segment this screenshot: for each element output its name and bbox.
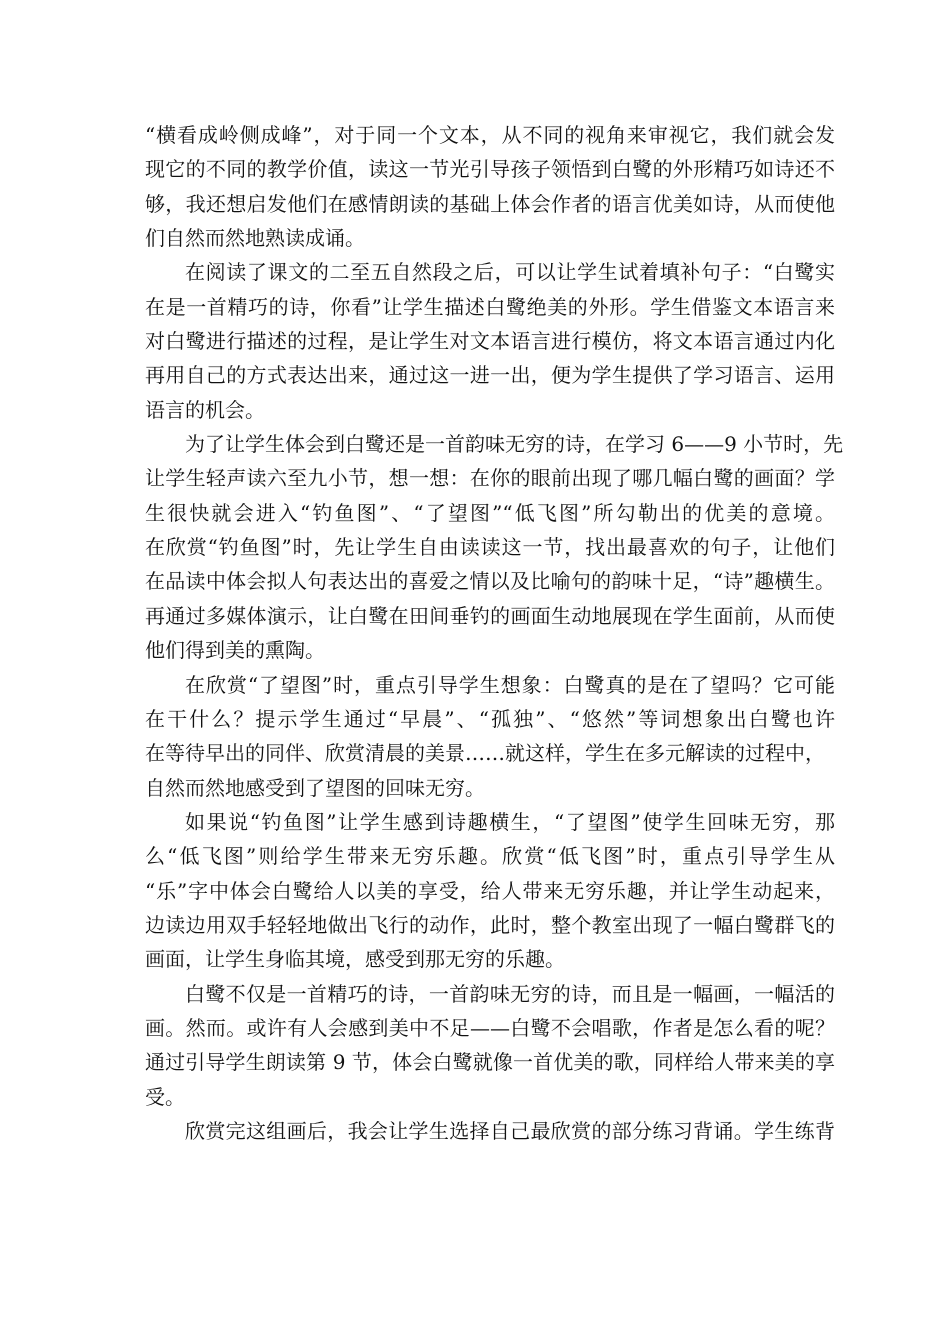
- text-line: “横看成岭侧成峰”，对于同一个文本，从不同的视角来审视它，我们就会发: [145, 123, 835, 147]
- paragraph-start-line: 欣赏完这组画后，我会让学生选择自己最欣赏的部分练习背诵。学生练背: [185, 1118, 835, 1143]
- text-line: 让学生轻声读六至九小节，想一想：在你的眼前出现了哪几幅白鹭的画面？学: [145, 466, 835, 491]
- text-line: 受。: [145, 1084, 185, 1109]
- text-line: 对白鹭进行描述的过程，是让学生对文本语言进行模仿，将文本语言通过内化: [145, 329, 835, 354]
- text-line: “乐”字中体会白鹭给人以美的享受，给人带来无穷乐趣，并让学生动起来，: [145, 878, 835, 903]
- text-line: 生很快就会进入“钓鱼图”、“了望图”“低飞图”所勾勒出的优美的意境。: [145, 500, 835, 525]
- text-line: 再通过多媒体演示，让白鹭在田间垂钓的画面生动地展现在学生面前，从而使: [145, 603, 835, 628]
- paragraph-start-line: 如果说“钓鱼图”让学生感到诗趣横生，“了望图”使学生回味无穷，那: [185, 809, 835, 834]
- text-line: 画。然而。或许有人会感到美中不足——白鹭不会唱歌，作者是怎么看的呢？: [145, 1015, 835, 1040]
- text-line: 再用自己的方式表达出来，通过这一进一出，便为学生提供了学习语言、运用: [145, 363, 835, 388]
- text-line: 画面，让学生身临其境，感受到那无穷的乐趣。: [145, 947, 565, 972]
- text-line: 么“低飞图”则给学生带来无穷乐趣。欣赏“低飞图”时，重点引导学生从: [145, 844, 835, 869]
- text-line: 在干什么？提示学生通过“早晨”、“孤独”、“悠然”等词想象出白鹭也许: [145, 706, 835, 731]
- text-line: 在欣赏“钓鱼图”时，先让学生自由读读这一节，找出最喜欢的句子，让他们: [145, 535, 835, 560]
- text-line: 他们得到美的熏陶。: [145, 638, 325, 663]
- text-line: 现它的不同的教学价值，读这一节光引导孩子领悟到白鹭的外形精巧如诗还不: [145, 157, 835, 182]
- text-line: 自然而然地感受到了望图的回味无穷。: [145, 775, 485, 800]
- text-line: 们自然而然地熟读成诵。: [145, 226, 365, 251]
- text-line: 够，我还想启发他们在感情朗读的基础上体会作者的语言优美如诗，从而使他: [145, 191, 835, 216]
- document-body: [145, 118, 844, 1148]
- text-line: 边读边用双手轻轻地做出飞行的动作，此时，整个教室出现了一幅白鹭群飞的: [145, 912, 835, 937]
- paragraph-start-line: 白鹭不仅是一首精巧的诗，一首韵味无穷的诗，而且是一幅画，一幅活的: [185, 981, 835, 1006]
- text-line: 在品读中体会拟人句表达出的喜爱之情以及比喻句的韵味十足，“诗”趣横生。: [145, 569, 835, 594]
- paragraph-start-line: 在欣赏“了望图”时，重点引导学生想象：白鹭真的是在了望吗？它可能: [185, 672, 835, 697]
- paragraph-start-line: 为了让学生体会到白鹭还是一首韵味无穷的诗，在学习 6——9 小节时，先: [185, 432, 844, 457]
- text-line: 在等待早出的同伴、欣赏清晨的美景……就这样，学生在多元解读的过程中，: [145, 741, 825, 766]
- paragraph-start-line: 在阅读了课文的二至五自然段之后，可以让学生试着填补句子：“白鹭实: [185, 260, 835, 285]
- text-line: 语言的机会。: [145, 397, 265, 422]
- text-line: 通过引导学生朗读第 9 节，体会白鹭就像一首优美的歌，同样给人带来美的享: [145, 1050, 835, 1075]
- text-line: 在是一首精巧的诗，你看”让学生描述白鹭绝美的外形。学生借鉴文本语言来: [145, 294, 835, 319]
